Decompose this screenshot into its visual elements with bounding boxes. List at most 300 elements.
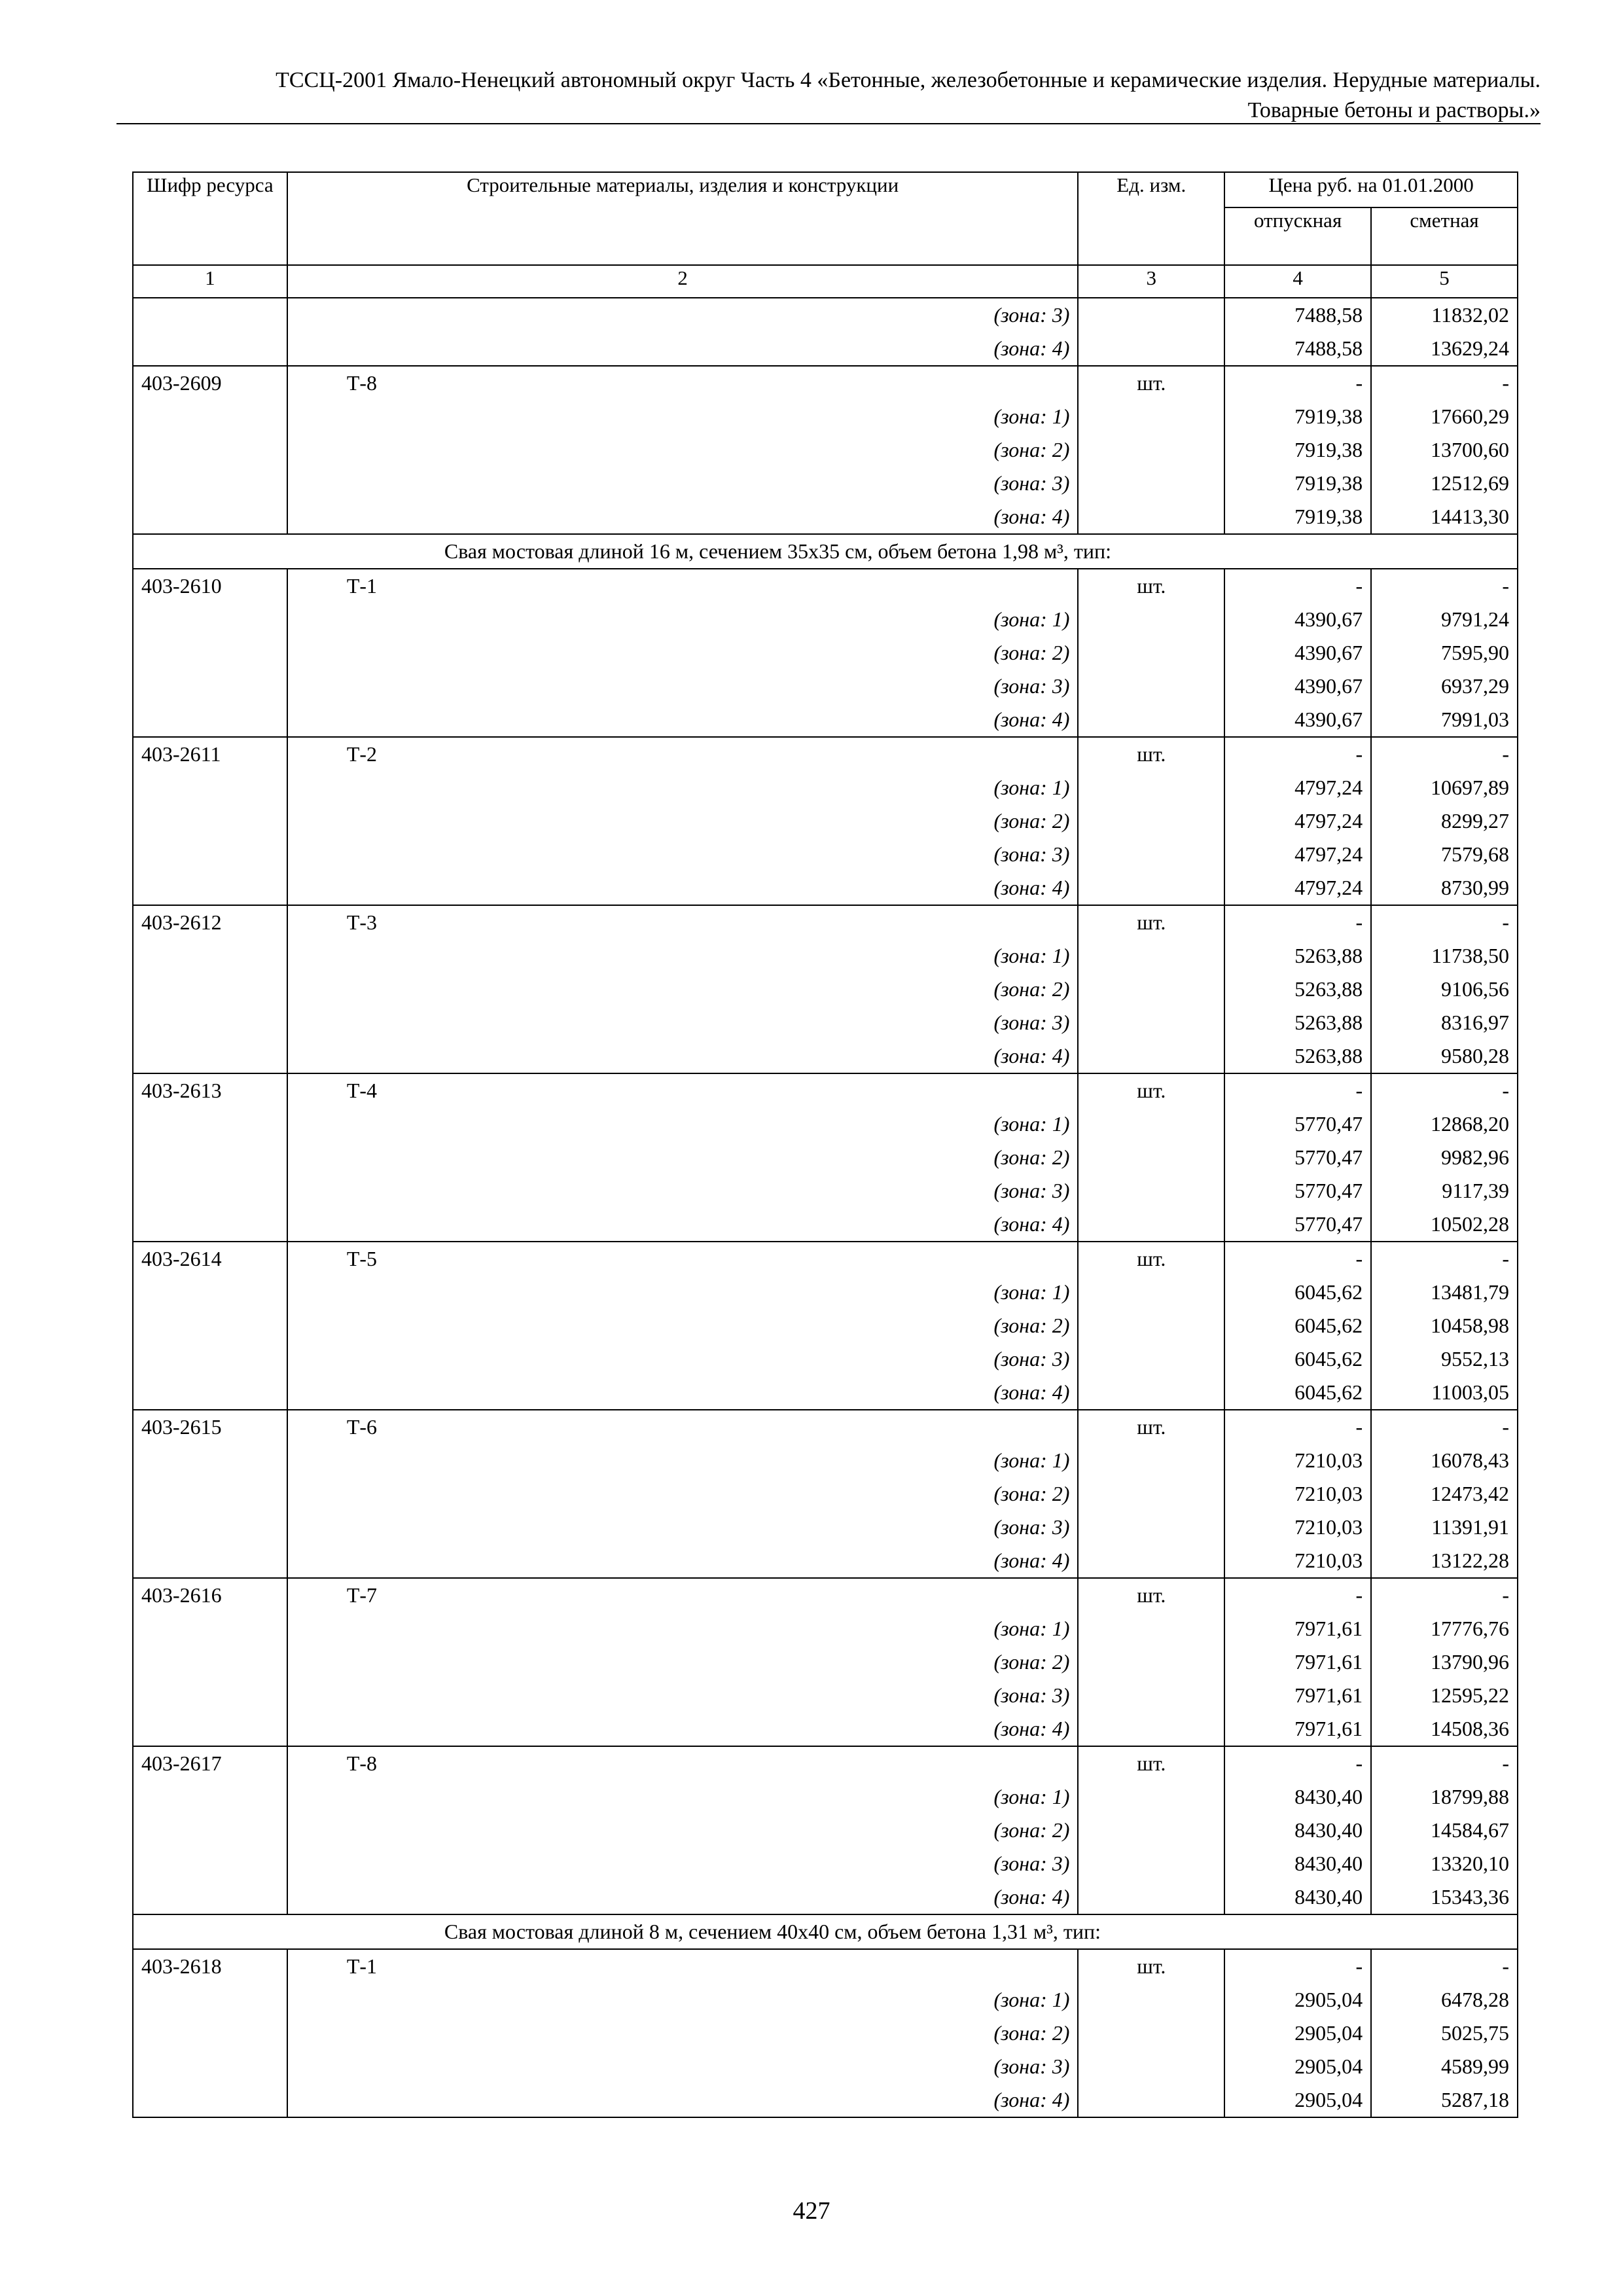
item-name: Т-1 <box>287 1949 1079 1983</box>
estimate-price: 14413,30 <box>1371 500 1518 534</box>
table-row <box>133 603 1518 636</box>
zone-label: (зона: 3) <box>287 1342 1079 1376</box>
estimate-price: 12473,42 <box>1371 1477 1518 1511</box>
unit-cell <box>1078 1309 1224 1342</box>
zone-label: (зона: 2) <box>287 1814 1079 1847</box>
zone-label: (зона: 2) <box>287 804 1079 838</box>
unit-cell: шт. <box>1078 1242 1224 1276</box>
zone-label: (зона: 2) <box>287 1477 1079 1511</box>
code-cell <box>133 973 287 1006</box>
item-name: Т-7 <box>287 1578 1079 1612</box>
estimate-price: 7579,68 <box>1371 838 1518 871</box>
code-cell <box>133 703 287 737</box>
unit-cell: шт. <box>1078 569 1224 603</box>
zone-label: (зона: 4) <box>287 1376 1079 1410</box>
table-row <box>133 1342 1518 1376</box>
unit-cell <box>1078 400 1224 433</box>
code-cell <box>133 1544 287 1578</box>
unit-cell <box>1078 1342 1224 1376</box>
table-row <box>133 1949 1518 1983</box>
zone-label: (зона: 4) <box>287 2083 1079 2117</box>
code-cell <box>133 1141 287 1174</box>
zone-label: (зона: 3) <box>287 2050 1079 2083</box>
estimate-price: 10458,98 <box>1371 1309 1518 1342</box>
resource-code: 403-2611 <box>133 737 287 771</box>
estimate-price: 14508,36 <box>1371 1712 1518 1746</box>
col-name-header: Строительные материалы, изделия и конструкции <box>287 172 1079 265</box>
unit-cell <box>1078 1983 1224 2017</box>
release-price: 8430,40 <box>1224 1880 1371 1914</box>
unit-cell: шт. <box>1078 905 1224 939</box>
release-price: 4390,67 <box>1224 670 1371 703</box>
estimate-price: 7991,03 <box>1371 703 1518 737</box>
release-price: 7210,03 <box>1224 1544 1371 1578</box>
zone-label: (зона: 3) <box>287 1174 1079 1208</box>
table-body <box>133 298 1518 2117</box>
code-cell <box>133 467 287 500</box>
estimate-price: 11391,91 <box>1371 1511 1518 1544</box>
zone-label: (зона: 4) <box>287 1880 1079 1914</box>
code-cell <box>133 2017 287 2050</box>
unit-cell <box>1078 1511 1224 1544</box>
release-price: 7971,61 <box>1224 1612 1371 1645</box>
table-row <box>133 569 1518 603</box>
item-name: Т-8 <box>287 1746 1079 1780</box>
release-price: 7210,03 <box>1224 1444 1371 1477</box>
unit-cell <box>1078 603 1224 636</box>
resource-code: 403-2617 <box>133 1746 287 1780</box>
release-price: - <box>1224 1746 1371 1780</box>
unit-cell <box>1078 1780 1224 1814</box>
table-row <box>133 939 1518 973</box>
table-row <box>133 670 1518 703</box>
col-number: 5 <box>1371 265 1518 298</box>
table-row <box>133 467 1518 500</box>
estimate-price: 11738,50 <box>1371 939 1518 973</box>
unit-cell <box>1078 636 1224 670</box>
release-price: 4797,24 <box>1224 771 1371 804</box>
zone-label: (зона: 1) <box>287 1444 1079 1477</box>
section-code-cell <box>133 534 287 569</box>
release-price: - <box>1224 1073 1371 1107</box>
code-cell <box>133 771 287 804</box>
unit-cell <box>1078 500 1224 534</box>
release-price: - <box>1224 569 1371 603</box>
release-price: 2905,04 <box>1224 1983 1371 2017</box>
unit-cell <box>1078 1712 1224 1746</box>
release-price: 8430,40 <box>1224 1847 1371 1880</box>
release-price: - <box>1224 1949 1371 1983</box>
section-title: Свая мостовая длиной 16 м, сечением 35х35 см, объем бетона 1,98 м³, тип: <box>287 534 1371 569</box>
code-cell <box>133 1612 287 1645</box>
release-price: - <box>1224 1242 1371 1276</box>
table-row <box>133 433 1518 467</box>
release-price: 7971,61 <box>1224 1712 1371 1746</box>
table-row <box>133 1107 1518 1141</box>
code-cell <box>133 2083 287 2117</box>
table-row <box>133 1039 1518 1073</box>
zone-label: (зона: 3) <box>287 467 1079 500</box>
unit-cell <box>1078 2083 1224 2117</box>
release-price: 7210,03 <box>1224 1511 1371 1544</box>
item-name: Т-3 <box>287 905 1079 939</box>
zone-label: (зона: 2) <box>287 1141 1079 1174</box>
release-price: 2905,04 <box>1224 2017 1371 2050</box>
unit-cell <box>1078 1544 1224 1578</box>
code-cell <box>133 1679 287 1712</box>
table-row <box>133 1983 1518 2017</box>
unit-cell: шт. <box>1078 1949 1224 1983</box>
zone-label: (зона: 4) <box>287 500 1079 534</box>
table-row <box>133 298 1518 332</box>
page-number: 427 <box>793 2197 830 2225</box>
col-release-header: отпускная <box>1224 207 1371 265</box>
table-row <box>133 1242 1518 1276</box>
release-price: 7971,61 <box>1224 1679 1371 1712</box>
code-cell <box>133 1376 287 1410</box>
estimate-price: 10502,28 <box>1371 1208 1518 1242</box>
item-name: Т-4 <box>287 1073 1079 1107</box>
release-price: 7919,38 <box>1224 500 1371 534</box>
release-price: 7919,38 <box>1224 467 1371 500</box>
release-price: 5770,47 <box>1224 1107 1371 1141</box>
zone-label: (зона: 4) <box>287 1208 1079 1242</box>
code-cell <box>133 2050 287 2083</box>
code-cell <box>133 1107 287 1141</box>
estimate-price: - <box>1371 737 1518 771</box>
release-price: - <box>1224 366 1371 400</box>
release-price: 8430,40 <box>1224 1814 1371 1847</box>
zone-label: (зона: 1) <box>287 1276 1079 1309</box>
table-row <box>133 636 1518 670</box>
code-cell <box>133 500 287 534</box>
release-price: 5263,88 <box>1224 1039 1371 1073</box>
code-cell <box>133 1847 287 1880</box>
estimate-price: - <box>1371 1410 1518 1444</box>
table-row <box>133 1276 1518 1309</box>
table-row <box>133 366 1518 400</box>
code-cell <box>133 1477 287 1511</box>
code-cell <box>133 636 287 670</box>
table-row <box>133 1645 1518 1679</box>
unit-cell: шт. <box>1078 1073 1224 1107</box>
table-row <box>133 1141 1518 1174</box>
code-cell <box>133 804 287 838</box>
estimate-price: 17660,29 <box>1371 400 1518 433</box>
unit-cell <box>1078 1141 1224 1174</box>
estimate-price: 10697,89 <box>1371 771 1518 804</box>
code-cell <box>133 1342 287 1376</box>
zone-label: (зона: 3) <box>287 670 1079 703</box>
release-price: 4797,24 <box>1224 804 1371 838</box>
estimate-price: 18799,88 <box>1371 1780 1518 1814</box>
code-cell <box>133 1039 287 1073</box>
estimate-price: - <box>1371 1746 1518 1780</box>
code-cell <box>133 1983 287 2017</box>
release-price: 5263,88 <box>1224 1006 1371 1039</box>
estimate-price: 17776,76 <box>1371 1612 1518 1645</box>
table-row <box>133 534 1518 569</box>
code-cell <box>133 670 287 703</box>
estimate-price: - <box>1371 366 1518 400</box>
table-row <box>133 1847 1518 1880</box>
table-row <box>133 1006 1518 1039</box>
resource-code: 403-2615 <box>133 1410 287 1444</box>
zone-label: (зона: 4) <box>287 1544 1079 1578</box>
zone-label: (зона: 2) <box>287 433 1079 467</box>
code-cell <box>133 1645 287 1679</box>
table-row <box>133 1814 1518 1847</box>
table-row <box>133 771 1518 804</box>
estimate-price: - <box>1371 1949 1518 1983</box>
unit-cell <box>1078 1174 1224 1208</box>
table-row <box>133 500 1518 534</box>
item-name: Т-8 <box>287 366 1079 400</box>
release-price: 5770,47 <box>1224 1174 1371 1208</box>
estimate-price: 12595,22 <box>1371 1679 1518 1712</box>
release-price: - <box>1224 737 1371 771</box>
release-price: 7971,61 <box>1224 1645 1371 1679</box>
zone-label: (зона: 2) <box>287 1645 1079 1679</box>
unit-cell <box>1078 1645 1224 1679</box>
code-cell <box>133 1309 287 1342</box>
unit-cell <box>1078 670 1224 703</box>
table-row <box>133 804 1518 838</box>
estimate-price: - <box>1371 905 1518 939</box>
zone-label: (зона: 2) <box>287 1309 1079 1342</box>
table-row <box>133 2050 1518 2083</box>
code-cell <box>133 1276 287 1309</box>
unit-cell <box>1078 1039 1224 1073</box>
zone-label: (зона: 1) <box>287 771 1079 804</box>
col-price-header: Цена руб. на 01.01.2000 <box>1224 172 1518 207</box>
zone-label: (зона: 4) <box>287 871 1079 905</box>
release-price: 8430,40 <box>1224 1780 1371 1814</box>
unit-cell <box>1078 1276 1224 1309</box>
item-name: Т-6 <box>287 1410 1079 1444</box>
table-row <box>133 1880 1518 1914</box>
table-row <box>133 2083 1518 2117</box>
release-price: 4390,67 <box>1224 703 1371 737</box>
estimate-price: 8730,99 <box>1371 871 1518 905</box>
table-row <box>133 332 1518 366</box>
table-row <box>133 737 1518 771</box>
estimate-price: 5025,75 <box>1371 2017 1518 2050</box>
item-name: Т-2 <box>287 737 1079 771</box>
estimate-price: 6937,29 <box>1371 670 1518 703</box>
unit-cell <box>1078 2050 1224 2083</box>
section-end-cell <box>1371 534 1518 569</box>
estimate-price: - <box>1371 1578 1518 1612</box>
table-row <box>133 1746 1518 1780</box>
resource-code: 403-2612 <box>133 905 287 939</box>
table-row <box>133 1712 1518 1746</box>
unit-cell <box>1078 1006 1224 1039</box>
zone-label: (зона: 2) <box>287 973 1079 1006</box>
code-cell <box>133 1208 287 1242</box>
code-cell <box>133 1511 287 1544</box>
unit-cell <box>1078 939 1224 973</box>
unit-cell <box>1078 1814 1224 1847</box>
estimate-price: - <box>1371 1242 1518 1276</box>
table-row <box>133 905 1518 939</box>
table-row <box>133 1914 1518 1949</box>
zone-label: (зона: 1) <box>287 939 1079 973</box>
zone-label: (зона: 1) <box>287 400 1079 433</box>
estimate-price: 11003,05 <box>1371 1376 1518 1410</box>
release-price: 5770,47 <box>1224 1208 1371 1242</box>
estimate-price: 9117,39 <box>1371 1174 1518 1208</box>
unit-cell <box>1078 467 1224 500</box>
estimate-price: 8316,97 <box>1371 1006 1518 1039</box>
release-price: 4390,67 <box>1224 603 1371 636</box>
estimate-price: 13320,10 <box>1371 1847 1518 1880</box>
release-price: 2905,04 <box>1224 2050 1371 2083</box>
estimate-price: 9791,24 <box>1371 603 1518 636</box>
code-cell <box>133 1006 287 1039</box>
table-row <box>133 1578 1518 1612</box>
table-row <box>133 1511 1518 1544</box>
col-number: 4 <box>1224 265 1371 298</box>
code-cell <box>133 838 287 871</box>
table-row <box>133 1376 1518 1410</box>
resource-code: 403-2609 <box>133 366 287 400</box>
section-title: Свая мостовая длиной 8 м, сечением 40х40 см, объем бетона 1,31 м³, тип: <box>287 1914 1371 1949</box>
unit-cell <box>1078 433 1224 467</box>
estimate-price: 6478,28 <box>1371 1983 1518 2017</box>
estimate-price: 13629,24 <box>1371 332 1518 366</box>
estimate-price: - <box>1371 569 1518 603</box>
zone-label: (зона: 3) <box>287 1847 1079 1880</box>
unit-cell <box>1078 2017 1224 2050</box>
zone-label: (зона: 4) <box>287 703 1079 737</box>
price-table <box>132 171 1518 2118</box>
estimate-price: 16078,43 <box>1371 1444 1518 1477</box>
release-price: 4390,67 <box>1224 636 1371 670</box>
table-row <box>133 1444 1518 1477</box>
col-number: 1 <box>133 265 287 298</box>
table-row <box>133 1780 1518 1814</box>
release-price: 2905,04 <box>1224 2083 1371 2117</box>
resource-code: 403-2610 <box>133 569 287 603</box>
code-cell <box>133 603 287 636</box>
resource-code: 403-2618 <box>133 1949 287 1983</box>
table-row <box>133 1208 1518 1242</box>
estimate-price: 9982,96 <box>1371 1141 1518 1174</box>
zone-label: (зона: 2) <box>287 2017 1079 2050</box>
table-row <box>133 1477 1518 1511</box>
table-row <box>133 400 1518 433</box>
unit-cell <box>1078 1679 1224 1712</box>
release-price: 7488,58 <box>1224 332 1371 366</box>
unit-cell: шт. <box>1078 1410 1224 1444</box>
table-row <box>133 1410 1518 1444</box>
estimate-price: 13790,96 <box>1371 1645 1518 1679</box>
unit-cell <box>1078 1477 1224 1511</box>
col-number: 3 <box>1078 265 1224 298</box>
release-price: 5263,88 <box>1224 939 1371 973</box>
unit-cell <box>1078 871 1224 905</box>
resource-code: 403-2616 <box>133 1578 287 1612</box>
col-unit-header: Ед. изм. <box>1078 172 1224 265</box>
unit-cell <box>1078 771 1224 804</box>
release-price: 6045,62 <box>1224 1376 1371 1410</box>
code-cell <box>133 1174 287 1208</box>
table-row <box>133 973 1518 1006</box>
zone-label: (зона: 3) <box>287 1511 1079 1544</box>
unit-cell <box>1078 973 1224 1006</box>
release-price: - <box>1224 1410 1371 1444</box>
estimate-price: 9580,28 <box>1371 1039 1518 1073</box>
zone-label: (зона: 3) <box>287 838 1079 871</box>
code-cell <box>133 433 287 467</box>
resource-code: 403-2614 <box>133 1242 287 1276</box>
estimate-price: 13122,28 <box>1371 1544 1518 1578</box>
zone-label: (зона: 1) <box>287 1983 1079 2017</box>
section-end-cell <box>1371 1914 1518 1949</box>
release-price: - <box>1224 905 1371 939</box>
estimate-price: 11832,02 <box>1371 298 1518 332</box>
zone-label: (зона: 3) <box>287 1006 1079 1039</box>
section-code-cell <box>133 1914 287 1949</box>
col-number: 2 <box>287 265 1079 298</box>
table-row <box>133 838 1518 871</box>
estimate-price: 13700,60 <box>1371 433 1518 467</box>
estimate-price: 13481,79 <box>1371 1276 1518 1309</box>
unit-cell <box>1078 332 1224 366</box>
estimate-price: 12868,20 <box>1371 1107 1518 1141</box>
estimate-price: - <box>1371 1073 1518 1107</box>
table-row <box>133 1174 1518 1208</box>
col-code-header: Шифр ресурса <box>133 172 287 265</box>
unit-cell: шт. <box>1078 1578 1224 1612</box>
estimate-price: 5287,18 <box>1371 2083 1518 2117</box>
estimate-price: 9106,56 <box>1371 973 1518 1006</box>
unit-cell: шт. <box>1078 1746 1224 1780</box>
code-cell <box>133 332 287 366</box>
estimate-price: 8299,27 <box>1371 804 1518 838</box>
table-row <box>133 1612 1518 1645</box>
unit-cell <box>1078 1847 1224 1880</box>
table-row <box>133 871 1518 905</box>
zone-label: (зона: 3) <box>287 298 1079 332</box>
table-row <box>133 703 1518 737</box>
zone-label: (зона: 4) <box>287 1039 1079 1073</box>
unit-cell <box>1078 1208 1224 1242</box>
code-cell <box>133 400 287 433</box>
table-row <box>133 1679 1518 1712</box>
unit-cell <box>1078 1107 1224 1141</box>
estimate-price: 4589,99 <box>1371 2050 1518 2083</box>
zone-label: (зона: 1) <box>287 1612 1079 1645</box>
unit-cell <box>1078 298 1224 332</box>
zone-label: (зона: 1) <box>287 603 1079 636</box>
release-price: 5770,47 <box>1224 1141 1371 1174</box>
unit-cell <box>1078 1376 1224 1410</box>
estimate-price: 15343,36 <box>1371 1880 1518 1914</box>
code-cell <box>133 871 287 905</box>
running-header <box>116 65 1541 126</box>
estimate-price: 14584,67 <box>1371 1814 1518 1847</box>
header-rule <box>116 123 1541 124</box>
unit-cell <box>1078 703 1224 737</box>
zone-label: (зона: 4) <box>287 332 1079 366</box>
estimate-price: 12512,69 <box>1371 467 1518 500</box>
estimate-price: 7595,90 <box>1371 636 1518 670</box>
resource-code: 403-2613 <box>133 1073 287 1107</box>
zone-label: (зона: 3) <box>287 1679 1079 1712</box>
code-cell <box>133 1712 287 1746</box>
